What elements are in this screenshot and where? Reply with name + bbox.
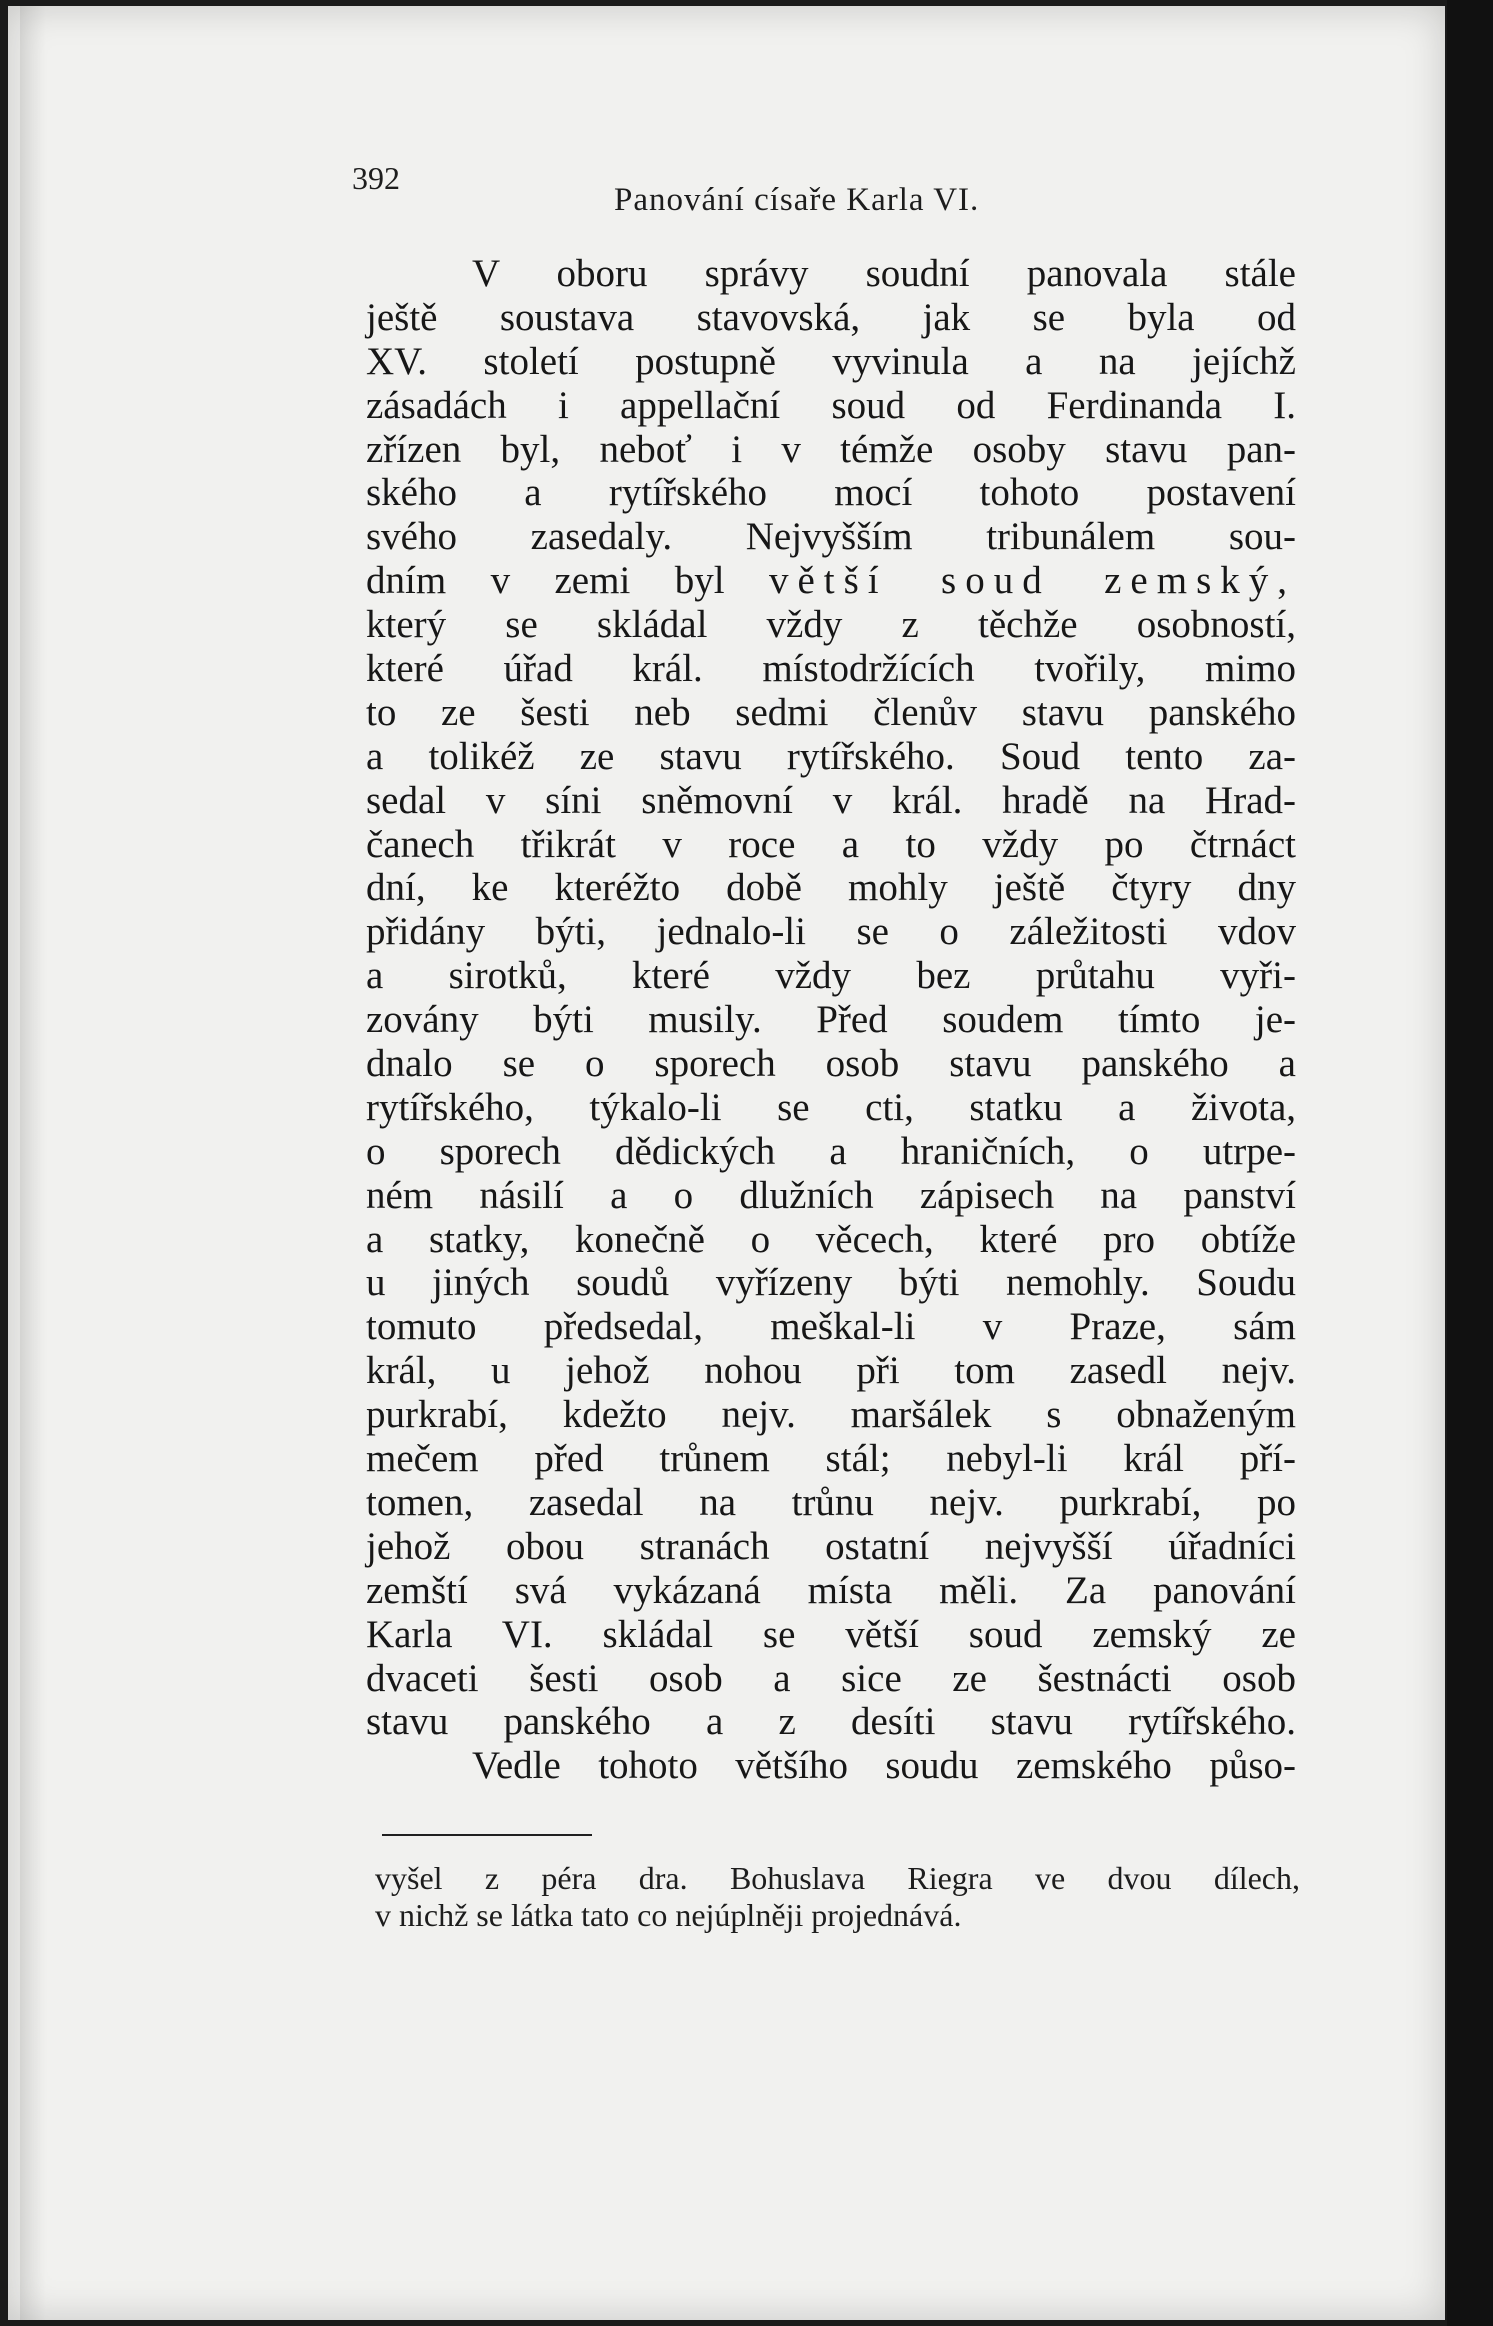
text-line-with-emphasis [366,559,1296,603]
text-line: Karla VI. skládal se větší soud zemský ze [366,1612,1296,1656]
emphasized-term: větší soud zemský, [768,559,1296,603]
text-line: dní, ke kteréžto době mohly ještě čtyry dny [366,866,1296,910]
text-line: sedal v síni sněmovní v král. hradě na Hrad- [366,778,1296,822]
text-line: ského a rytířského mocí tohoto postavení [366,471,1296,515]
footnote [375,1860,1300,1934]
text-line: které úřad král. místodržících tvořily, mimo [366,647,1296,691]
text-line: purkrabí, kdežto nejv. maršálek s obnaženým [366,1393,1296,1437]
text-line: zemští svá vykázaná místa měli. Za panování [366,1568,1296,1612]
text-line: XV. století postupně vyvinula a na jejíchž [366,339,1296,383]
text-line-part: dním v zemi byl [366,559,769,603]
text-line: jehož obou stranách ostatní nejvyšší úřadníci [366,1524,1296,1568]
text-line: král, u jehož nohou při tom zasedl nejv. [366,1349,1296,1393]
text-line: zásadách i appellační soud od Ferdinanda I. [366,383,1296,427]
text-line: zovány býti musily. Před soudem tímto je- [366,998,1296,1042]
text-line: svého zasedaly. Nejvyšším tribunálem sou- [366,515,1296,559]
text-line: čanech třikrát v roce a to vždy po čtrnáct [366,822,1296,866]
text-line: stavu panského a z desíti stavu rytířského. [366,1700,1296,1744]
text-line: přidány býti, jednalo-li se o záležitosti vdov [366,910,1296,954]
text-line: rytířského, týkalo-li se cti, statku a života, [366,1085,1296,1129]
text-line: a statky, konečně o věcech, které pro obtíže [366,1217,1296,1261]
main-text [366,252,1296,1788]
text-line: který se skládal vždy z těchže osobností, [366,603,1296,647]
text-line: a tolikéž ze stavu rytířského. Soud tento za- [366,734,1296,778]
page-header [352,160,1312,220]
text-line: tomuto předsedal, meškal-li v Praze, sám [366,1305,1296,1349]
footnote-line: v nichž se látka tato co nejúplněji projednává. [375,1897,962,1933]
text-line: ještě soustava stavovská, jak se byla od [366,295,1296,339]
footnote-line: vyšel z péra dra. Bohuslava Riegra ve dvou dílech, [375,1860,1300,1896]
text-line: to ze šesti neb sedmi členův stavu panského [366,690,1296,734]
text-line: V oboru správy soudní panovala stále [472,252,1296,295]
text-line: Vedle tohoto většího soudu zemského půso- [472,1744,1296,1788]
text-line: o sporech dědických a hraničních, o utrpe- [366,1129,1296,1173]
text-line: zřízen byl, neboť i v témže osoby stavu pan- [366,427,1296,471]
footnote-rule [382,1834,592,1836]
running-head: Panování císaře Karla VI. [614,182,980,218]
text-line: tomen, zasedal na trůnu nejv. purkrabí, po [366,1480,1296,1524]
page-number: 392 [352,160,400,196]
text-line: u jiných soudů vyřízeny býti nemohly. Soudu [366,1261,1296,1305]
book-page [8,6,1445,2320]
page-gutter-shadow [20,6,46,2320]
text-line: mečem před trůnem stál; nebyl-li král pří- [366,1437,1296,1481]
text-line: dnalo se o sporech osob stavu panského a [366,1042,1296,1086]
text-line: a sirotků, které vždy bez průtahu vyři- [366,954,1296,998]
text-line: dvaceti šesti osob a sice ze šestnácti osob [366,1656,1296,1700]
text-line: ném násilí a o dlužních zápisech na panství [366,1173,1296,1217]
